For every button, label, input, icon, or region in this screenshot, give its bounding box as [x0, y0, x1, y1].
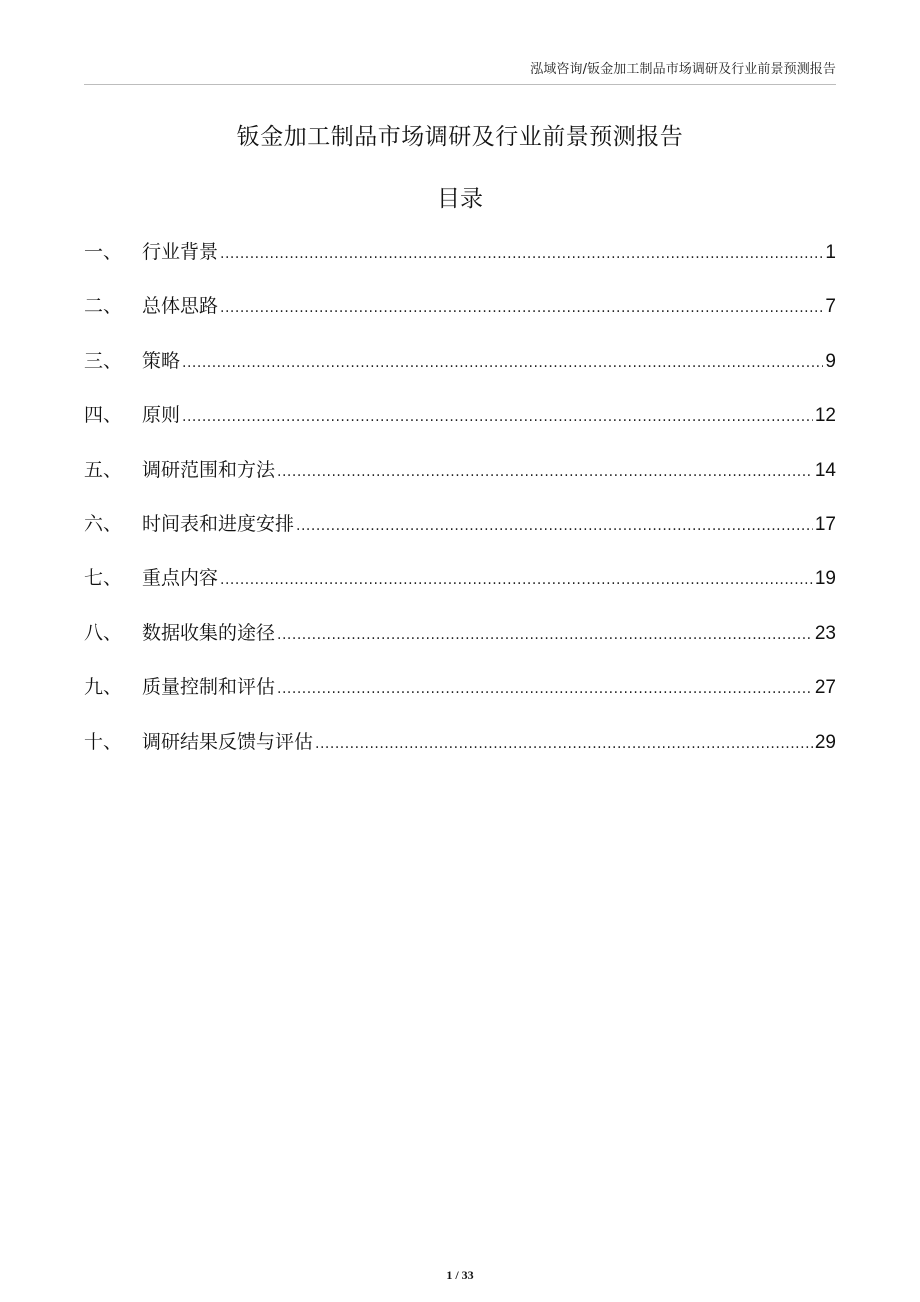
toc-entry-page: 12	[814, 405, 836, 427]
toc-entry[interactable]	[84, 611, 836, 665]
header-divider	[84, 84, 836, 85]
page-indicator: 1 / 33	[446, 1268, 474, 1282]
toc-entry-number: 六、	[84, 512, 123, 535]
toc-entry-page: 23	[814, 622, 836, 644]
toc-entry-page: 29	[814, 731, 836, 753]
toc-entry[interactable]	[84, 339, 836, 393]
toc-entry[interactable]	[84, 230, 836, 284]
toc-entry-label: 原则	[142, 404, 181, 427]
toc-entry-label: 调研范围和方法	[142, 458, 276, 481]
toc-entry[interactable]	[84, 448, 836, 502]
toc-entry-number: 二、	[84, 295, 123, 318]
toc-entry[interactable]	[84, 284, 836, 338]
toc-entry-label: 行业背景	[142, 241, 219, 263]
toc-entry-page: 7	[825, 296, 836, 318]
table-of-contents	[84, 230, 836, 774]
toc-entry-page: 27	[814, 677, 836, 699]
toc-entry-label: 数据收集的途径	[142, 621, 276, 644]
toc-entry-number: 一、	[84, 241, 123, 263]
toc-entry-number: 九、	[84, 676, 123, 699]
toc-dot-leader	[220, 558, 813, 602]
toc-dot-leader	[182, 341, 823, 385]
toc-entry-page: 1	[825, 242, 836, 263]
document-title: 钣金加工制品市场调研及行业前景预测报告	[236, 124, 684, 150]
toc-entry[interactable]	[84, 556, 836, 610]
toc-dot-leader	[220, 232, 823, 276]
toc-entry-label: 重点内容	[142, 567, 219, 590]
toc-entry-number: 十、	[84, 730, 123, 753]
toc-dot-leader	[296, 504, 813, 548]
toc-entry-label: 策略	[142, 349, 181, 372]
toc-entry-label: 时间表和进度安排	[142, 512, 295, 535]
toc-dot-leader	[277, 667, 813, 711]
toc-entry[interactable]	[84, 720, 836, 774]
toc-dot-leader	[315, 722, 813, 766]
toc-entry-number: 四、	[84, 404, 123, 427]
toc-entry-page: 14	[814, 459, 836, 481]
toc-dot-leader	[220, 286, 823, 330]
toc-entry-number: 三、	[84, 349, 123, 372]
toc-entry[interactable]	[84, 502, 836, 556]
toc-entry-number: 五、	[84, 458, 123, 481]
toc-entry-page: 9	[825, 350, 836, 372]
toc-entry-label: 质量控制和评估	[142, 676, 276, 699]
toc-heading: 目录	[437, 186, 483, 212]
toc-entry-page: 17	[814, 513, 836, 535]
toc-entry-label: 总体思路	[142, 295, 219, 318]
toc-entry-label: 调研结果反馈与评估	[142, 730, 314, 753]
toc-entry-number: 七、	[84, 567, 123, 590]
toc-entry-number: 八、	[84, 621, 123, 644]
toc-dot-leader	[277, 450, 813, 494]
toc-entry[interactable]	[84, 393, 836, 447]
toc-entry-page: 19	[814, 568, 836, 590]
toc-entry[interactable]	[84, 665, 836, 719]
running-header: 泓域咨询/钣金加工制品市场调研及行业前景预测报告	[530, 62, 836, 77]
toc-dot-leader	[277, 613, 813, 657]
toc-dot-leader	[182, 395, 813, 439]
